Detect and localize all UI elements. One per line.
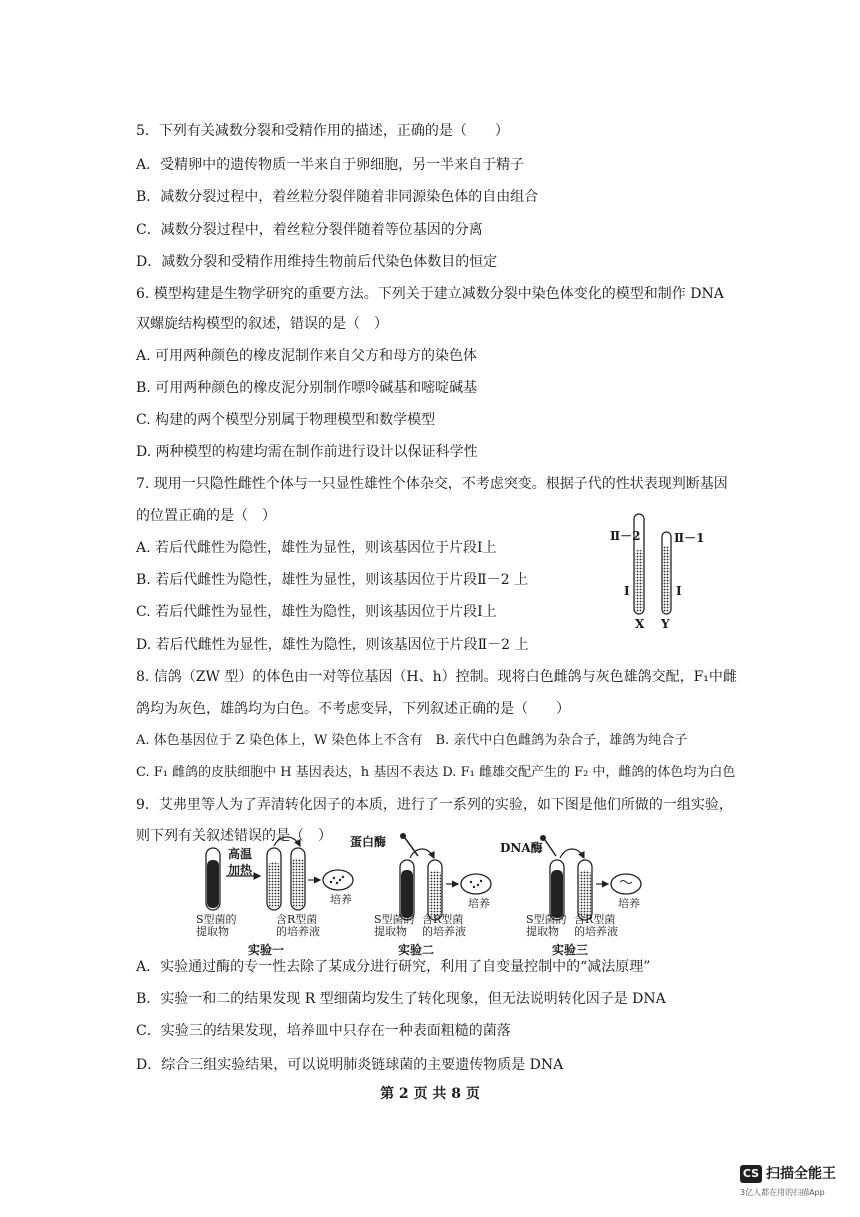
q9-option-c: C．实验三的结果发现，培养皿中只存在一种表面粗糙的菌落 <box>136 1023 511 1039</box>
y-chromosome <box>662 532 671 614</box>
label-cultivate-1: 培养 <box>330 893 352 906</box>
q5-option-a: A．受精卵中的遗传物质一半来自于卵细胞，另一半来自于精子 <box>136 157 525 173</box>
q8-options-ab: A. 体色基因位于 Z 染色体上，W 染色体上不含有 B. 亲代中白色雌鸽为杂合子，雄鸽为纯合子 <box>136 733 688 748</box>
q6-option-b: B. 可用两种颜色的橡皮泥分别制作嘌呤碱基和嘧啶碱基 <box>136 380 478 396</box>
dropper-protease <box>405 838 418 856</box>
arrow-transfer-3 <box>560 849 584 858</box>
q7-option-d: D. 若后代雌性为显性，雄性为隐性，则该基因位于片段Ⅱ－2 上 <box>136 637 529 653</box>
s-extract-tube-1 <box>206 848 220 910</box>
q5-option-b: B．减数分裂过程中，着丝粒分裂伴随着非同源染色体的自由组合 <box>136 189 539 205</box>
label-r-culture-1a: 含R型菌 <box>276 913 318 926</box>
q7-option-a: A. 若后代雌性为隐性，雄性为显性，则该基因位于片段Ⅰ上 <box>136 540 497 556</box>
r-culture-tube-1b <box>291 848 305 910</box>
s-extract-tube-3 <box>550 860 564 920</box>
q7-option-c: C. 若后代雌性为显性，雄性为隐性，则该基因位于片段Ⅰ上 <box>136 604 497 620</box>
label-r-culture-1b: 的培养液 <box>276 925 320 938</box>
label-x: X <box>635 617 645 631</box>
q6-stem-line1: 6. 模型构建是生物学研究的重要方法。下列关于建立减数分裂中染色体变化的模型和制作 DNA <box>136 286 724 302</box>
petri-dish-2 <box>461 874 491 894</box>
avery-experiment-figure <box>190 832 660 960</box>
label-experiment-2: 实验二 <box>398 943 435 957</box>
label-s-extract-3a: S型菌的 <box>526 913 567 926</box>
label-r-culture-2b: 的培养液 <box>422 925 466 938</box>
petri-dish-3 <box>611 874 641 894</box>
q9-option-b: B．实验一和二的结果发现 R 型细菌均发生了转化现象，但无法说明转化因子是 DNA <box>136 991 666 1007</box>
label-r-culture-3a: 含R型菌 <box>574 913 616 926</box>
q6-option-c: C. 构建的两个模型分别属于物理模型和数学模型 <box>136 412 436 428</box>
dropper-dnase <box>545 840 556 856</box>
q6-option-a: A. 可用两种颜色的橡皮泥制作来自父方和母方的染色体 <box>136 348 478 364</box>
label-y: Y <box>661 617 670 631</box>
label-ii-2: Ⅱ－2 <box>610 529 641 543</box>
label-s-extract-1a: S型菌的 <box>196 913 237 926</box>
scanner-watermark <box>740 1165 850 1205</box>
label-r-culture-2a: 含R型菌 <box>422 913 464 926</box>
label-dnase: DNA酶 <box>500 841 543 855</box>
arrow-transfer-1 <box>274 837 300 846</box>
label-cultivate-2: 培养 <box>468 897 490 910</box>
label-ii-1: Ⅱ－1 <box>674 531 705 545</box>
label-heat: 加热 <box>228 863 253 877</box>
q8-options-cd: C. F₁ 雌鸽的皮肤细胞中 H 基因表达，h 基因不表达 D. F₁ 雌雄交配产生的 F₂ 中，雌鸽的体色均为白色 <box>136 765 736 780</box>
q9-stem-line2: 则下列有关叙述错误的是（ ） <box>136 828 332 844</box>
experiment-diagram <box>190 832 660 960</box>
label-r-culture-3b: 的培养液 <box>574 925 618 938</box>
label-experiment-3: 实验三 <box>552 943 589 957</box>
r-culture-tube-1 <box>267 848 281 910</box>
q7-option-b: B. 若后代雌性为隐性，雄性为显性，则该基因位于片段Ⅱ－2 上 <box>136 572 529 588</box>
q7-stem-line2: 的位置正确的是（ ） <box>136 508 276 524</box>
scanner-app-tagline: 3亿人都在用的扫描App <box>740 1188 825 1197</box>
r-culture-tube-3 <box>578 860 592 920</box>
page-number: 第 2 页 共 8 页 <box>380 1086 480 1102</box>
q9-option-a: A．实验通过酶的专一性去除了某成分进行研究，利用了自变量控制中的“减法原理” <box>136 959 651 975</box>
label-s-extract-1b: 提取物 <box>196 925 229 938</box>
q7-stem-line1: 7. 现用一只隐性雌性个体与一只显性雄性个体杂交，不考虑突变。根据子代的性状表现判断基因 <box>136 476 728 492</box>
q8-stem-line2: 鸽均为灰色，雄鸽均为白色。不考虑变异，下列叙述正确的是（ ） <box>136 701 570 717</box>
q6-option-d: D. 两种模型的构建均需在制作前进行设计以保证科学性 <box>136 444 478 460</box>
r-culture-tube-2 <box>428 860 442 920</box>
sex-chromosome-figure <box>600 510 720 635</box>
q6-stem-line2: 双螺旋结构模型的叙述，错误的是（ ） <box>136 316 388 332</box>
petri-dish-1 <box>323 870 353 890</box>
q5-option-d: D．减数分裂和受精作用维持生物前后代染色体数目的恒定 <box>136 254 498 270</box>
s-extract-tube-2 <box>400 860 414 920</box>
scanner-app-name: 扫描全能王 <box>766 1166 836 1182</box>
q9-option-d: D．综合三组实验结果，可以说明肺炎链球菌的主要遗传物质是 DNA <box>136 1057 564 1073</box>
label-high-temp: 高温 <box>228 847 253 861</box>
q5-option-c: C．减数分裂过程中，着丝粒分裂伴随着等位基因的分离 <box>136 222 483 238</box>
q9-stem-line1: 9．艾弗里等人为了弄清转化因子的本质，进行了一系列的实验，如下图是他们所做的一组实验， <box>136 797 733 813</box>
label-i-right: Ⅰ <box>676 584 682 598</box>
q8-stem-line1: 8. 信鸽（ZW 型）的体色由一对等位基因（H、h）控制。现将白色雌鸽与灰色雄鸽交配，F₁中雌 <box>136 669 737 685</box>
label-protease: 蛋白酶 <box>350 835 387 849</box>
label-s-extract-2b: 提取物 <box>374 925 407 938</box>
label-s-extract-2a: S型菌的 <box>374 913 415 926</box>
q5-stem: 5．下列有关减数分裂和受精作用的描述，正确的是（ ） <box>136 123 509 139</box>
label-cultivate-3: 培养 <box>618 897 640 910</box>
label-experiment-1: 实验一 <box>248 943 285 957</box>
label-i-left: Ⅰ <box>624 584 630 598</box>
scanner-logo-icon: CS <box>740 1165 762 1183</box>
label-s-extract-3b: 提取物 <box>526 925 559 938</box>
